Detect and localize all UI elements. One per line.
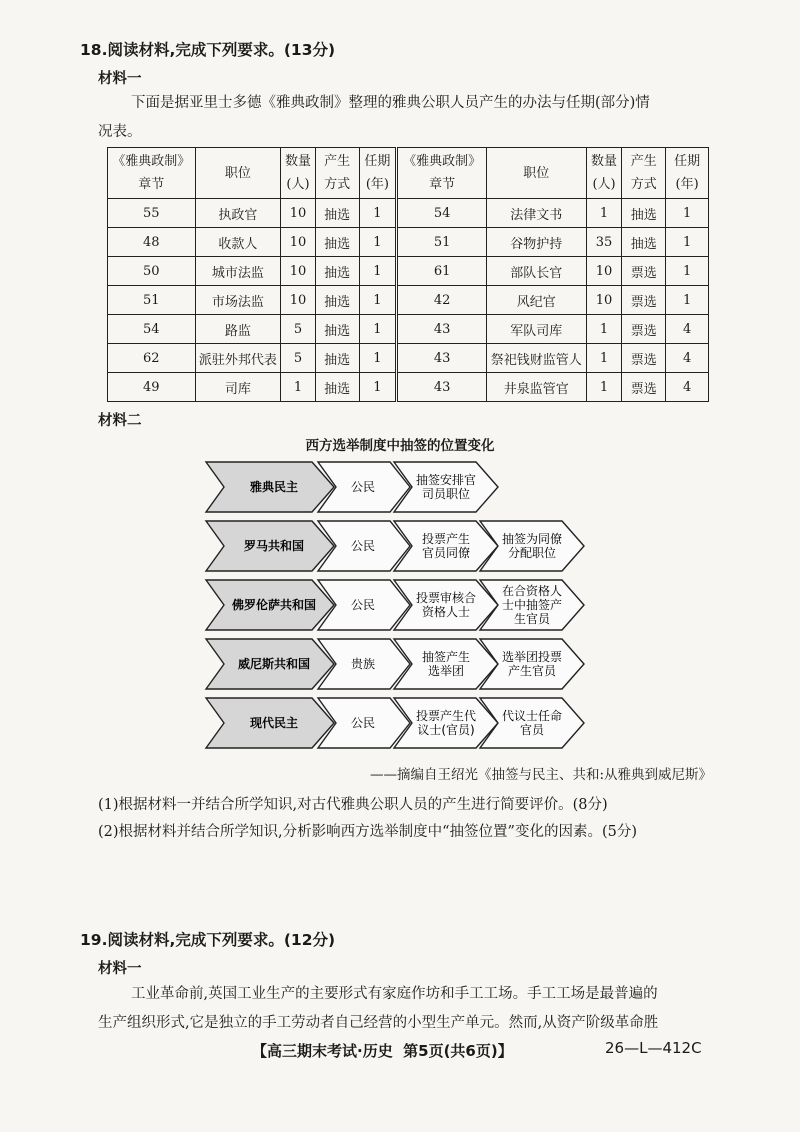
table-cell: 1 [359,315,397,344]
flow-step-label: 抽签为同僚分配职位 [501,532,563,560]
table-cell: 10 [281,257,316,286]
table-cell: 5 [281,315,316,344]
table-cell: 48 [108,228,196,257]
table-cell: 抽选 [315,373,359,402]
table-cell: 1 [666,286,709,315]
table-cell: 62 [108,344,196,373]
table-cell: 谷物护持 [486,228,586,257]
q18-intro-line2: 况表。 [98,124,142,140]
flow-step-label: 代议士任命官员 [501,709,563,737]
table-header-cell: 职位 [486,148,586,199]
flow-step-label: 投票审核合资格人士 [415,591,477,619]
table-cell: 1 [359,286,397,315]
table-cell: 1 [281,373,316,402]
table-cell: 票选 [622,315,666,344]
table-cell: 票选 [622,286,666,315]
table-cell: 抽选 [315,257,359,286]
flow-actor-label: 贵族 [350,657,376,671]
lottery-flow-diagram [0,456,800,756]
flow-actor-label: 公民 [350,598,376,612]
table-cell: 10 [586,257,622,286]
flow-system-label: 现代民主 [249,716,299,730]
table-cell: 10 [281,228,316,257]
flow-actor-label: 公民 [350,716,376,730]
flow-actor-label: 公民 [350,480,376,494]
table-cell: 抽选 [622,199,666,228]
q18-intro-line1: 下面是据亚里士多德《雅典政制》整理的雅典公职人员产生的办法与任期(部分)情 [131,95,650,111]
table-cell: 35 [586,228,622,257]
source-citation: ——摘编自王绍光《抽签与民主、共和:从雅典到威尼斯》 [370,767,713,783]
table-cell: 1 [586,199,622,228]
table-cell: 抽选 [315,199,359,228]
flow-system-label: 罗马共和国 [243,539,305,553]
table-header-cell: 产生 方式 [315,148,359,199]
table-cell: 54 [397,199,487,228]
table-cell: 1 [586,344,622,373]
page-footer: 【高三期末考试·历史 第5页(共6页)】 [252,1042,513,1060]
flow-system-label: 雅典民主 [249,480,299,494]
flow-step-label: 抽签安排官司员职位 [415,473,477,501]
table-cell: 1 [586,373,622,402]
paper-code: 26—L—412C [605,1039,702,1057]
table-cell: 票选 [622,344,666,373]
q19-para-line2: 生产组织形式,它是独立的手工劳动者自己经营的小型生产单元。然而,从资产阶级革命胜 [98,1015,659,1031]
table-header-cell: 任期 (年) [666,148,709,199]
flow-step-label: 投票产生代议士(官员) [415,709,477,737]
table-row [108,373,709,402]
flow-actor-label: 公民 [350,539,376,553]
table-cell: 10 [281,199,316,228]
table-cell: 5 [281,344,316,373]
flow-step-label: 投票产生官员同僚 [421,532,471,560]
table-cell: 票选 [622,257,666,286]
table-header-cell: 《雅典政制》 章节 [108,148,196,199]
table-cell: 50 [108,257,196,286]
table-cell: 收款人 [195,228,281,257]
table-cell: 城市法监 [195,257,281,286]
table-row [108,286,709,315]
flow-step-label: 选举团投票产生官员 [501,650,563,678]
table-header-cell: 数量 (人) [281,148,316,199]
table-cell: 1 [666,199,709,228]
table-cell: 1 [359,228,397,257]
table-cell: 61 [397,257,487,286]
table-cell: 42 [397,286,487,315]
q19-title: 19.阅读材料,完成下列要求。(12分) [80,931,336,949]
table-cell: 风纪官 [486,286,586,315]
table-header-row [108,148,709,199]
flow-step-label: 抽签产生选举团 [421,650,471,678]
table-cell: 4 [666,344,709,373]
table-cell: 抽选 [622,228,666,257]
table-cell: 10 [586,286,622,315]
table-cell: 1 [359,257,397,286]
table-cell: 4 [666,315,709,344]
table-cell: 43 [397,344,487,373]
table-cell: 54 [108,315,196,344]
table-cell: 派驻外邦代表 [195,344,281,373]
table-header-cell: 职位 [195,148,281,199]
table-header-cell: 《雅典政制》 章节 [397,148,487,199]
table-cell: 1 [666,228,709,257]
table-row [108,315,709,344]
table-cell: 55 [108,199,196,228]
table-cell: 执政官 [195,199,281,228]
table-cell: 抽选 [315,286,359,315]
table-cell: 票选 [622,373,666,402]
table-cell: 1 [359,199,397,228]
table-cell: 路监 [195,315,281,344]
table-cell: 49 [108,373,196,402]
table-cell: 1 [586,315,622,344]
table-cell: 1 [359,344,397,373]
q18-title: 18.阅读材料,完成下列要求。(13分) [80,41,336,59]
athens-officials-table [107,147,709,402]
table-cell: 51 [397,228,487,257]
q18-material2-label: 材料二 [98,413,142,429]
table-cell: 10 [281,286,316,315]
table-header-cell: 数量 (人) [586,148,622,199]
q18-sub1: (1)根据材料一并结合所学知识,对古代雅典公职人员的产生进行简要评价。(8分) [98,797,608,813]
table-cell: 1 [359,373,397,402]
chart-title: 西方选举制度中抽签的位置变化 [305,438,495,454]
table-cell: 抽选 [315,228,359,257]
table-header-cell: 产生 方式 [622,148,666,199]
flow-system-label: 威尼斯共和国 [237,657,311,671]
table-row [108,228,709,257]
table-cell: 51 [108,286,196,315]
q19-para-line1: 工业革命前,英国工业生产的主要形式有家庭作坊和手工工场。手工工场是最普遍的 [131,986,658,1002]
table-cell: 1 [666,257,709,286]
table-cell: 井泉监管官 [486,373,586,402]
table-cell: 抽选 [315,315,359,344]
flow-step-label: 在合资格人士中抽签产生官员 [501,584,563,626]
table-cell: 军队司库 [486,315,586,344]
table-cell: 法律文书 [486,199,586,228]
table-cell: 43 [397,315,487,344]
table-cell: 4 [666,373,709,402]
table-cell: 祭祀钱财监管人 [486,344,586,373]
q18-material1-label: 材料一 [98,71,142,87]
table-cell: 抽选 [315,344,359,373]
table-cell: 市场法监 [195,286,281,315]
table-row [108,199,709,228]
flow-system-label: 佛罗伦萨共和国 [231,598,317,612]
table-header-cell: 任期 (年) [359,148,397,199]
table-row [108,257,709,286]
table-row [108,344,709,373]
q18-sub2: (2)根据材料并结合所学知识,分析影响西方选举制度中“抽签位置”变化的因素。(5分) [98,824,638,840]
table-body [108,199,709,402]
q19-material1-label: 材料一 [98,961,142,977]
table-cell: 部队长官 [486,257,586,286]
table-cell: 司库 [195,373,281,402]
table-cell: 43 [397,373,487,402]
